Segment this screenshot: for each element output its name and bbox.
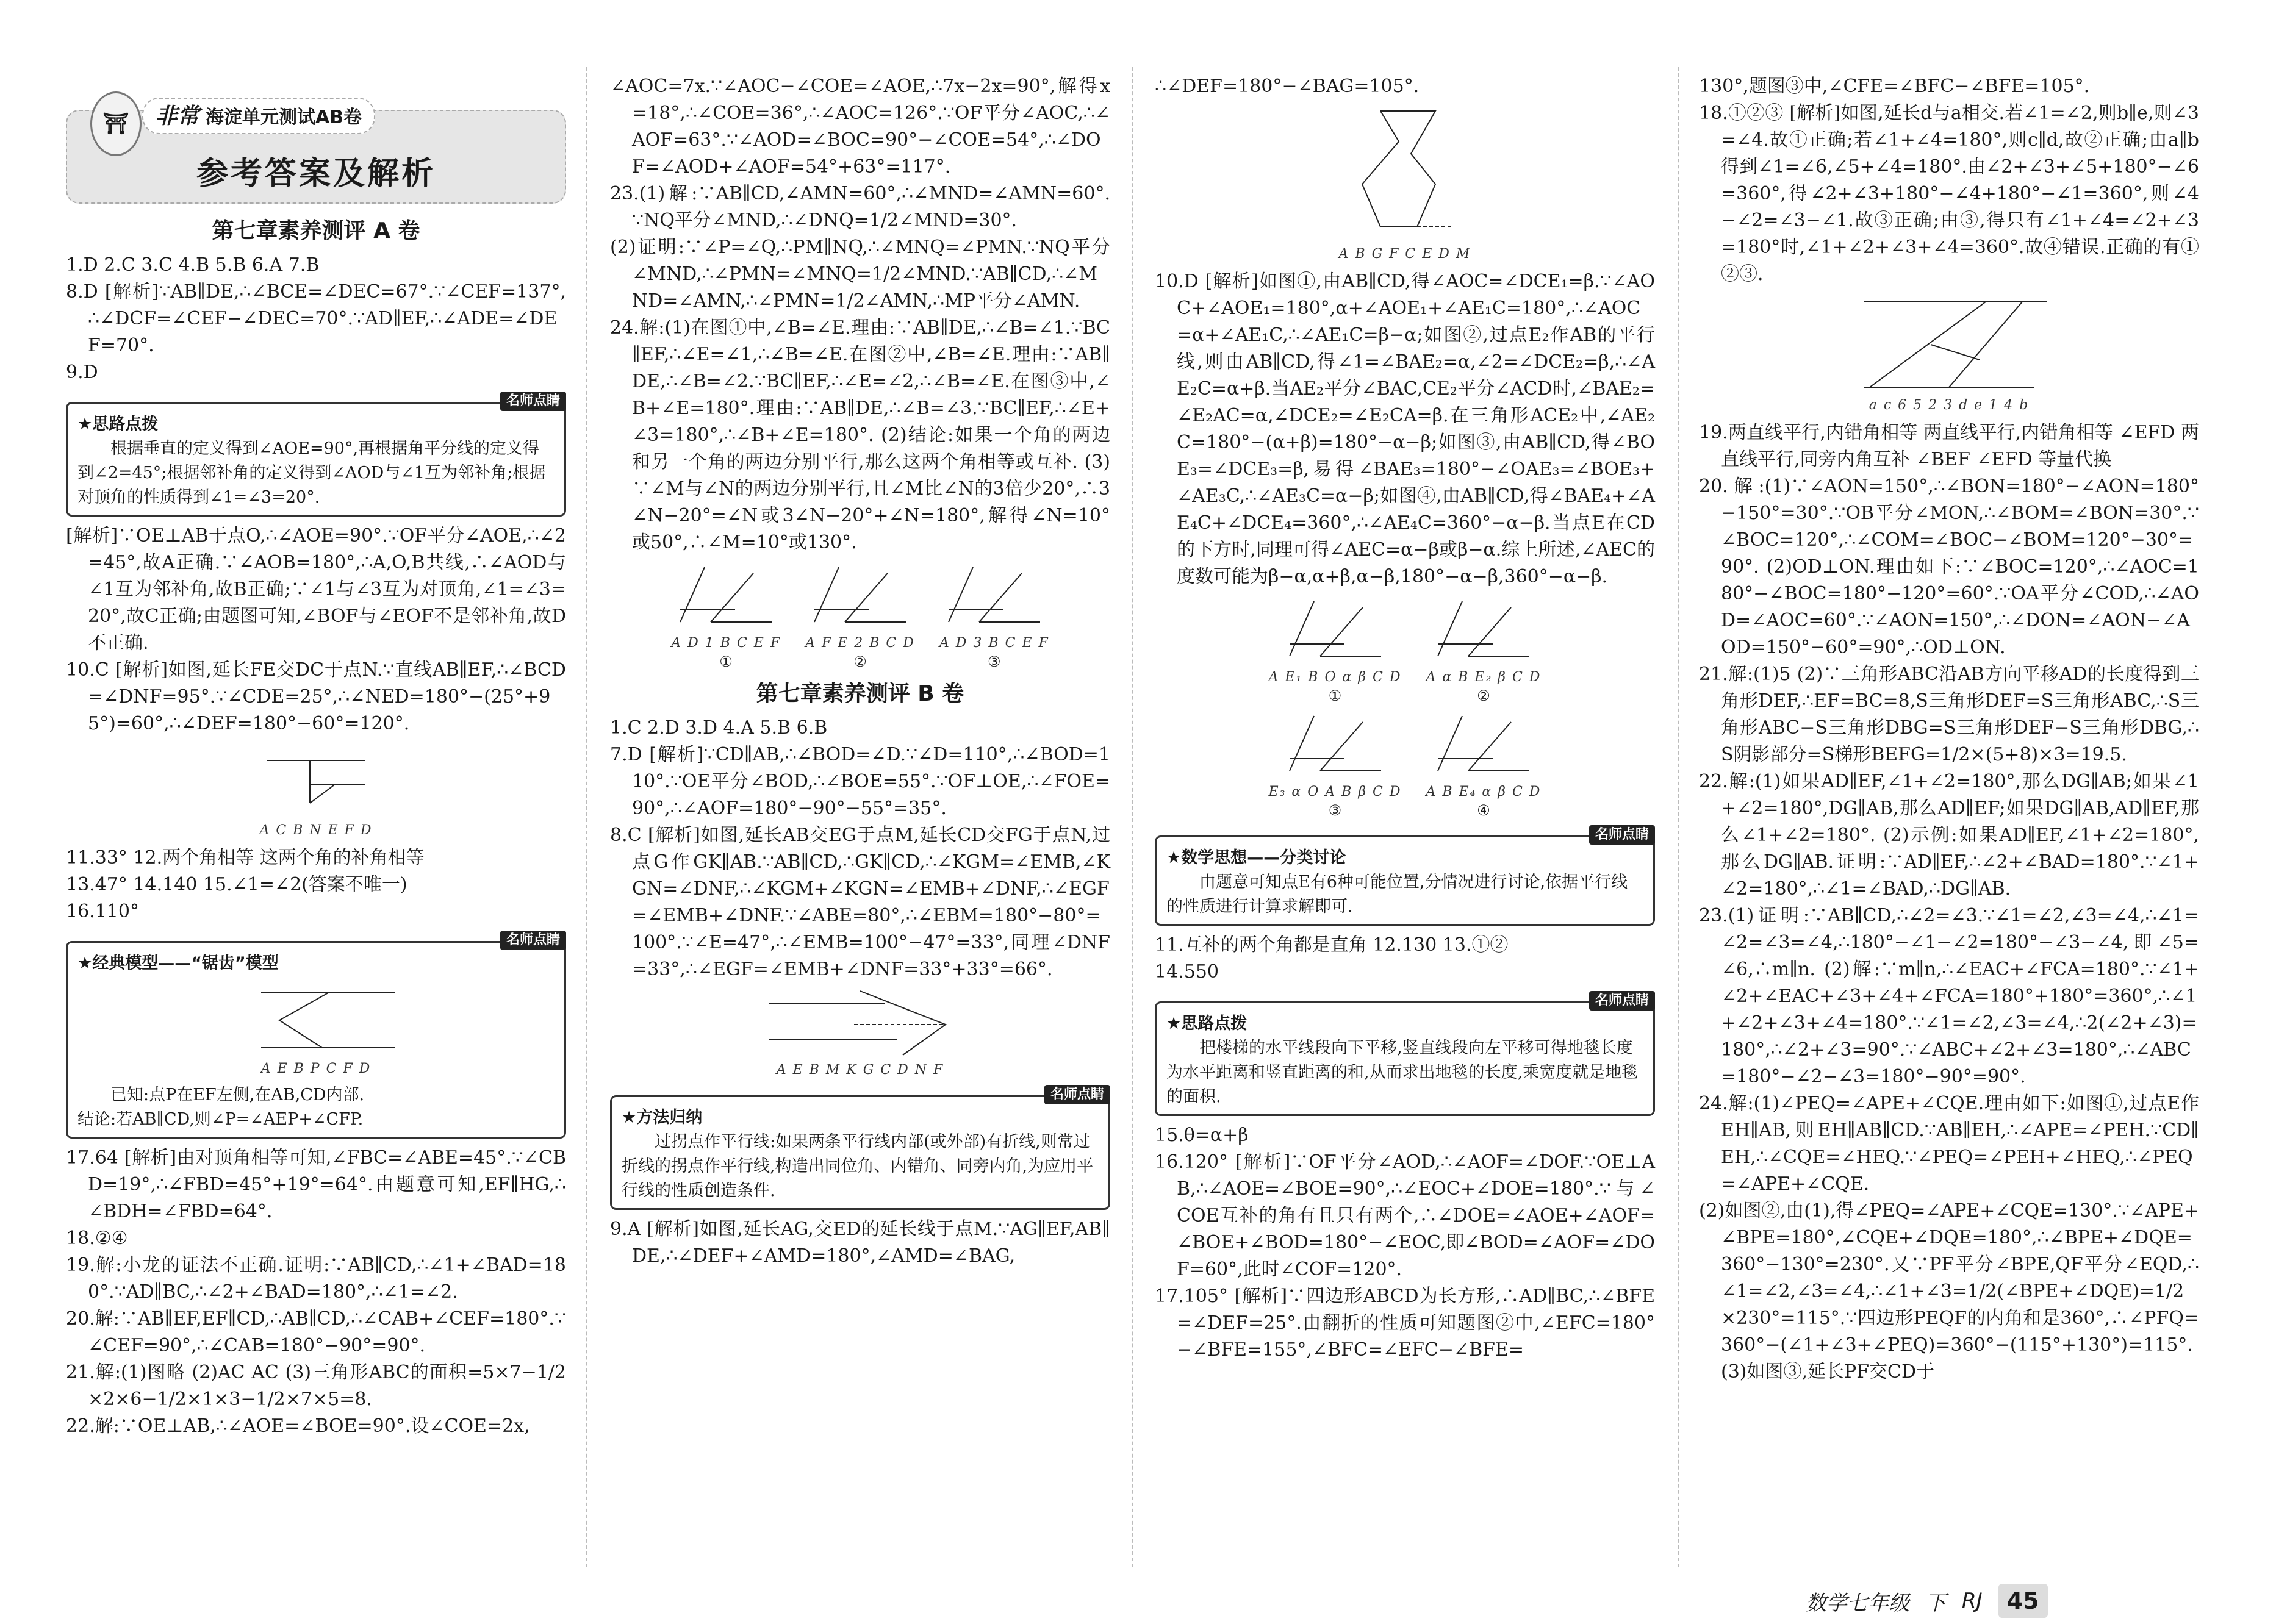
- tip-badge: 名师点睛: [1589, 825, 1655, 845]
- answer-paragraph: ∠AOC=7x.∵∠AOC−∠COE=∠AOE,∴7x−2x=90°,解得x=18°,∴∠COE=36°,∴∠AOC=126°.∵OF平分∠AOC,∴∠AOF=63°.∵∠AOD=∠BOC=90°−∠COE=54°,∴∠DOF=∠AOD+∠AOF=54°+63°=117°.: [610, 76, 1110, 177]
- answer-paragraph: 16.120° [解析]∵OF平分∠AOD,∴∠AOF=∠DOF.∵OE⊥AB,∴∠AOE=∠BOE=90°,∴∠EOC+∠DOE=180°.∵与∠COE互补的角有且只有两个,∴∠DOE=∠AOE+∠AOF=∠BOE+∠BOD=180°−∠EOC,即∠BOD=∠AOF=∠DOF=60°,此时∠COF=120°.: [1155, 1151, 1655, 1280]
- tip-title: ★数学思想——分类讨论: [1166, 848, 1346, 867]
- figure-labels: A E B P C F D: [260, 1061, 372, 1076]
- figure-caption: ①: [719, 653, 733, 670]
- figure-diagram: [805, 561, 915, 671]
- answer-paragraph: 14.550: [1155, 961, 1219, 982]
- figure-row: [1155, 105, 1655, 263]
- answer-paragraph: 19.解:小龙的证法不正确.证明:∵AB∥CD,∴∠1+∠BAD=180°.∵AD∥BC,∴∠2+∠BAD=180°,∴∠1=∠2.: [66, 1254, 566, 1303]
- tip-text: 过拐点作平行线:如果两条平行线内部(或外部)有折线,则常过折线的拐点作平行线,构造出同位角、内错角、同旁内角,为应用平行线的性质创造条件.: [622, 1132, 1094, 1200]
- answer-paragraph: (2)如图②,由(1),得∠PEQ=∠APE+∠CQE=130°.∵∠APE+∠BPE=180°,∠CQE+∠DQE=180°,∴∠BPE+∠DQE=360°−130°=230°.又∵PF平分∠BPE,QF平分∠EQD,∴∠1=∠2,∠3=∠4,∴∠1+∠3=1/2(∠BPE+∠DQE)=1/2×230°=115°.∵四边形PEQF的内角和是360°,∴∠PFQ=360°−(∠1+∠3+∠PEQ)=360°−(115°+130°)=115°. (3)如图③,延长PF交CD于: [1699, 1200, 2199, 1383]
- figure-diagram: [1269, 710, 1402, 820]
- figure-row: [66, 742, 566, 840]
- page-number: 45: [1998, 1584, 2048, 1618]
- column-divider: [586, 67, 587, 1567]
- series-name: [142, 98, 375, 134]
- geometry-diagram-svg: [1283, 595, 1387, 668]
- figure-row: [1155, 710, 1655, 820]
- answer-paragraph: 11.互补的两个角都是直角 12.130 13.①②: [1155, 934, 1509, 956]
- figure-diagram: [1269, 595, 1402, 705]
- tip-badge: 名师点睛: [500, 392, 566, 411]
- figure-caption: ④: [1477, 802, 1490, 819]
- figure-diagram: [671, 561, 781, 671]
- answer-paragraph: 24.解:(1)在图①中,∠B=∠E.理由:∵AB∥DE,∴∠B=∠1.∵BC∥EF,∴∠E=∠1,∴∠B=∠E.在图②中,∠B=∠E.理由:∵AB∥DE,∴∠B=∠2.∵BC∥EF,∴∠E=∠2,∴∠B=∠E.在图③中,∠B+∠E=180°.理由:∵AB∥DE,∴∠B=∠3.∵BC∥EF,∴∠E+∠3=180°,∴∠B+∠E=180°. (2)结论:如果一个角的两边和另一个角的两边分别平行,那么这两个角相等或互补. (3)∵∠M与∠N的两边分别平行,且∠M比∠N的3倍少20°,∴3∠N−20°=∠N或3∠N−20°+∠N=180°,解得∠N=10°或50°,∴∠M=10°或130°.: [610, 317, 1110, 553]
- figure-labels: a c 6 5 2 3 d e 1 4 b: [1869, 398, 2030, 413]
- figure-labels: A α B E₂ β C D: [1426, 670, 1542, 685]
- figure-caption: ②: [1477, 687, 1490, 704]
- figure-labels: A E B M K G C D N F: [776, 1062, 944, 1078]
- answer-paragraph: 1.C 2.D 3.D 4.A 5.B 6.B: [610, 717, 828, 739]
- figure-labels: A E₁ B O α β C D: [1268, 670, 1402, 685]
- tip-badge: 名师点睛: [500, 931, 566, 950]
- figure-row: [610, 988, 1110, 1079]
- answer-paragraph: 17.105° [解析]∵四边形ABCD为长方形,∴AD∥BC,∴∠BFE=∠DEF=25°.由翻折的性质可知题图②中,∠EFC=180°−∠BFE=155°,∠BFC=∠EFC−∠BFE=: [1155, 1286, 1655, 1361]
- column-divider: [1132, 67, 1133, 1567]
- figure-diagram: [1339, 105, 1471, 263]
- figure-labels: A D 1 B C E F: [671, 635, 781, 651]
- answer-column-2: [610, 73, 1110, 1270]
- column-divider: [1678, 67, 1679, 1567]
- figure-labels: A D 3 B C E F: [939, 635, 1049, 651]
- answer-paragraph: 20.解:(1)∵∠AON=150°,∴∠BON=180°−∠AON=180°−150°=30°.∵OB平分∠MON,∴∠BOM=∠BON=30°.∵∠BOC=120°,∴∠COM=∠BOC−∠BOM=120°−30°=90°. (2)OD⊥ON.理由如下:∵∠BOC=120°,∴∠AOC=180°−∠BOC=180°−120°=60°.∵OA平分∠COD,∴∠AOD=∠AOC=60°.∵∠AON=150°,∴∠DON=∠AON−∠AOD=150°−60°=90°,∴OD⊥ON.: [1699, 476, 2199, 658]
- tip-text: 把楼梯的水平线段向下平移,竖直线段向左平移可得地毯长度为水平距离和竖直距离的和,从而求出地毯的长度,乘宽度就是地毯的面积.: [1166, 1039, 1639, 1106]
- answer-paragraph: 23.(1)证明:∵AB∥CD,∴∠2=∠3.∵∠1=∠2,∠3=∠4,∴∠1=∠2=∠3=∠4,∴180°−∠1−∠2=180°−∠3−∠4,即∠5=∠6,∴m∥n. (2)解:∵m∥n,∴∠EAC+∠FCA=180°.∵∠1+∠2+∠EAC+∠3+∠4+∠FCA=180°+180°=360°,∴∠1+∠2+∠3+∠4=180°.∵∠1=∠2,∠3=∠4,∴2(∠2+∠3)=180°,∴∠2+∠3=90°.∵∠ABC+∠2+∠3=180°,∴∠ABC=180°−∠2−∠3=180°−90°=90°.: [1699, 905, 2199, 1087]
- section-heading: 第七章素养测评 A 卷: [212, 218, 420, 243]
- page-footer: [1806, 1583, 2048, 1619]
- figure-caption: ③: [1328, 802, 1342, 819]
- answer-column-1: [66, 210, 566, 1440]
- answer-paragraph: 15.θ=α+β: [1155, 1125, 1249, 1146]
- figure-labels: A C B N E F D: [259, 823, 373, 838]
- answer-paragraph: 21.解:(1)图略 (2)AC AC (3)三角形ABC的面积=5×7−1/2×2×6−1/2×1×3−1/2×7×5=8.: [66, 1362, 566, 1410]
- answer-paragraph: 10.D [解析]如图①,由AB∥CD,得∠AOC=∠DCE₁=β.∵∠AOC+∠AOE₁=180°,α+∠AOE₁+∠AE₁C=180°,∴∠AOC=α+∠AE₁C,∴∠AE₁C=β−α;如图②,过点E₂作AB的平行线,则由AB∥CD,得∠1=∠BAE₂=α,∠2=∠DCE₂=β,∴∠AE₂C=α+β.当AE₂平分∠BAC,CE₂平分∠ACD时,∠BAE₂=∠E₂AC=α,∠DCE₂=∠E₂CA=β.在三角形ACE₂中,∠AE₂C=180°−(α+β)=180°−α−β;如图③,由AB∥CD,得∠BOE₃=∠DCE₃=β,易得∠BAE₃=180°−∠OAE₃=∠BOE₃+∠AE₃C,∴∠AE₃C=α−β;如图④,由AB∥CD,得∠BAE₄+∠AE₄C+∠DCE₄=360°,∴∠AE₄C=360°−α−β.当点E在CD的下方时,同理可得∠AEC=α−β或β−α.综上所述,∠AEC的度数可能为β−α,α+β,α−β,180°−α−β,360°−α−β.: [1155, 271, 1655, 587]
- footer-edition: RJ: [1962, 1589, 1983, 1613]
- tip-text: 已知:点P在EF左侧,在AB,CD内部. 结论:若AB∥CD,则∠P=∠AEP+∠CFP.: [77, 1086, 365, 1129]
- answer-paragraph: 10.C [解析]如图,延长FE交DC于点N.∵直线AB∥EF,∴∠BCD=∠DNF=95°.∵∠CDE=25°,∴∠NED=180°−(25°+95°)=60°,∴∠DEF=180°−60°=120°.: [66, 659, 566, 734]
- geometry-diagram-svg: [763, 988, 958, 1061]
- tip-box: [66, 932, 566, 1139]
- tip-text: 由题意可知点E有6种可能位置,分情况进行讨论,依据平行线的性质进行计算求解即可.: [1166, 873, 1628, 916]
- figure-labels: A B G F C E D M: [1338, 246, 1471, 262]
- tip-box: [66, 393, 566, 517]
- figure-diagram: [939, 561, 1049, 671]
- tip-title: ★经典模型——“锯齿”模型: [77, 954, 279, 973]
- brand-name: 非常: [156, 103, 200, 129]
- figure-diagram: [763, 988, 958, 1079]
- answer-paragraph: 24.解:(1)∠PEQ=∠APE+∠CQE.理由如下:如图①,过点E作EH∥AB,则EH∥AB∥CD.∵AB∥EH,∴∠APE=∠PEH.∵CD∥EH,∴∠CQE=∠HEQ.∵∠PEQ=∠PEH+∠HEQ,∴∠PEQ=∠APE+∠CQE.: [1699, 1093, 2199, 1195]
- figure-diagram: [1839, 293, 2059, 415]
- figure-caption: ②: [853, 653, 867, 670]
- geometry-diagram-svg: [1432, 710, 1535, 783]
- figure-row: [1155, 595, 1655, 705]
- geometry-diagram-svg: [1432, 595, 1535, 668]
- answer-paragraph: 22.解:(1)如果AD∥EF,∠1+∠2=180°,那么DG∥AB;如果∠1+∠2=180°,DG∥AB,那么AD∥EF;如果DG∥AB,AD∥EF,那么∠1+∠2=180°. (2)示例:如果AD∥EF,∠1+∠2=180°,那么DG∥AB.证明:∵AD∥EF,∴∠2+∠BAD=180°.∵∠1+∠2=180°,∴∠1=∠BAD,∴DG∥AB.: [1699, 771, 2199, 900]
- figure-caption: ①: [1328, 687, 1342, 704]
- answer-column-3: [1155, 73, 1655, 1364]
- answer-paragraph: 13.47° 14.140 15.∠1=∠2(答案不唯一): [66, 874, 407, 895]
- answer-paragraph: 23.(1)解:∵AB∥CD,∠AMN=60°,∴∠MND=∠AMN=60°.∵NQ平分∠MND,∴∠DNQ=1/2∠MND=30°.: [610, 183, 1110, 231]
- tip-badge: 名师点睛: [1589, 991, 1655, 1011]
- answer-paragraph: (2)证明:∵∠P=∠Q,∴PM∥NQ,∴∠MNQ=∠PMN.∵NQ平分∠MND,∴∠PMN=∠MNQ=1/2∠MND.∵AB∥CD,∴∠MND=∠AMN,∴∠PMN=1/2∠AMN,∴MP平分∠AMN.: [610, 237, 1110, 312]
- series-label: 海淀单元测试AB卷: [206, 107, 362, 128]
- geometry-diagram-svg: [942, 561, 1046, 634]
- answer-paragraph: 21.解:(1)5 (2)∵三角形ABC沿AB方向平移AD的长度得到三角形DEF,∴EF=BC=8,S三角形DEF=S三角形ABC,∴S三角形ABC−S三角形DBG=S三角形DEF−S三角形DBG,∴S阴影部分=S梯形BEFG=1/2×(5+8)×3=19.5.: [1699, 664, 2199, 765]
- answer-paragraph: 11.33° 12.两个角相等 这两个角的补角相等: [66, 847, 425, 868]
- tip-title: ★思路点拨: [1166, 1014, 1247, 1033]
- model-figure: [77, 981, 555, 1078]
- footer-subject: 数学七年级: [1806, 1590, 1909, 1615]
- section-heading: 第七章素养测评 B 卷: [756, 681, 964, 706]
- answer-column-4: [1699, 73, 2199, 1386]
- answer-paragraph: 19.两直线平行,内错角相等 两直线平行,内错角相等 ∠EFD 两直线平行,同旁内角互补 ∠BEF ∠EFD 等量代换: [1699, 422, 2199, 470]
- page-header: [66, 91, 566, 201]
- page-title: 参考答案及解析: [196, 156, 436, 192]
- answer-paragraph: 18.②④: [66, 1228, 128, 1249]
- answer-paragraph: 9.A [解析]如图,延长AG,交ED的延长线于点M.∵AG∥EF,AB∥DE,∴∠DEF+∠AMD=180°,∠AMD=∠BAG,: [610, 1218, 1110, 1267]
- footer-term: 下: [1925, 1590, 1946, 1615]
- tip-box: [1155, 827, 1655, 926]
- answer-paragraph: [解析]∵OE⊥AB于点O,∴∠AOE=90°.∵OF平分∠AOE,∴∠2=45°,故A正确.∵∠AOB=180°,∴A,O,B共线,∴∠AOD与∠1互为邻补角,故B正确;∵∠1与∠3互为对顶角,∠1=∠3=20°,故C正确;由题图可知,∠BOF与∠EOF不是邻补角,故D不正确.: [66, 525, 566, 654]
- answer-paragraph: 17.64 [解析]由对顶角相等可知,∠FBC=∠ABE=45°.∵∠CBD=19°,∴∠FBD=45°+19°=64°.由题意可知,EF∥HG,∴∠BDH=∠FBD=64°.: [66, 1147, 566, 1222]
- figure-labels: A B E₄ α β C D: [1426, 784, 1542, 799]
- figure-labels: E₃ α O A B β C D: [1268, 784, 1402, 799]
- tip-title: ★方法归纳: [622, 1108, 703, 1127]
- figure-labels: A F E 2 B C D: [805, 635, 915, 651]
- tip-text: 根据垂直的定义得到∠AOE=90°,再根据角平分线的定义得到∠2=45°;根据邻补角的定义得到∠AOD与∠1互为邻补角;根据对顶角的性质得到∠1=∠3=20°.: [77, 439, 546, 507]
- figure-row: [1699, 293, 2199, 415]
- tip-box: [610, 1087, 1110, 1210]
- geometry-diagram-svg: [674, 561, 778, 634]
- figure-diagram: [1426, 710, 1542, 820]
- answer-paragraph: 16.110°: [66, 901, 139, 922]
- tip-title: ★思路点拨: [77, 415, 159, 434]
- geometry-diagram-svg: [224, 981, 407, 1060]
- tip-badge: 名师点睛: [1044, 1085, 1110, 1104]
- geometry-diagram-svg: [1344, 105, 1466, 245]
- answer-paragraph: 8.C [解析]如图,延长AB交EG于点M,延长CD交FG于点N,过点G作GK∥AB.∵AB∥CD,∴GK∥CD,∴∠KGM=∠EMB,∠KGN=∠DNF,∴∠KGM+∠KGN=∠EMB+∠DNF,∴∠EGF=∠EMB+∠DNF.∵∠ABE=80°,∴∠EBM=180°−80°=100°.∵∠E=47°,∴∠EMB=100°−47°=33°,同理∠DNF=33°,∴∠EGF=∠EMB+∠DNF=33°+33°=66°.: [610, 825, 1110, 980]
- figure-diagram: [1426, 595, 1542, 705]
- answer-paragraph: 1.D 2.C 3.C 4.B 5.B 6.A 7.B: [66, 254, 320, 276]
- answer-paragraph: ∴∠DEF=180°−∠BAG=105°.: [1155, 76, 1420, 97]
- figure-caption: ③: [988, 653, 1001, 670]
- answer-paragraph: 20.解:∵AB∥EF,EF∥CD,∴AB∥CD,∴∠CAB+∠CEF=180°.∵∠CEF=90°,∴∠CAB=180°−90°=90°.: [66, 1308, 566, 1356]
- answer-paragraph: 130°,题图③中,∠CFE=∠BFC−∠BFE=105°.: [1699, 76, 2090, 97]
- answer-paragraph: 9.D: [66, 362, 98, 383]
- figure-diagram: [224, 981, 407, 1078]
- geometry-diagram-svg: [808, 561, 912, 634]
- geometry-diagram-svg: [1283, 710, 1387, 783]
- geometry-diagram-svg: [1839, 293, 2059, 396]
- tip-box: [1155, 993, 1655, 1116]
- answer-paragraph: 8.D [解析]∵AB∥DE,∴∠BCE=∠DEC=67°.∵∠CEF=137°,∴∠DCF=∠CEF−∠DEC=70°.∵AD∥EF,∴∠ADE=∠DEF=70°.: [66, 281, 566, 356]
- answer-paragraph: 7.D [解析]∵CD∥AB,∴∠BOD=∠D.∵∠D=110°,∴∠BOD=110°.∵OE平分∠BOD,∴∠BOE=55°.∵OF⊥OE,∴∠FOE=90°,∴∠AOF=180°−90°−55°=35°.: [610, 744, 1110, 819]
- answer-paragraph: 18.①②③ [解析]如图,延长d与a相交.若∠1=∠2,则b∥e,则∠3=∠4.故①正确;若∠1+∠4=180°,则c∥d,故②正确;由a∥b得到∠1=∠6,∠5+∠4=180°.由∠2+∠3+∠5+180°−∠6=360°,得∠2+∠3+180°−∠4+180°−∠1=360°,则∠4−∠2=∠3−∠1.故③正确;由③,得只有∠1+∠4=∠2+∠3=180°时,∠1+∠2+∠3+∠4=360°.故④错误.正确的有①②③.: [1699, 102, 2199, 285]
- publisher-logo: ⛩: [90, 91, 142, 156]
- geometry-diagram-svg: [255, 742, 377, 821]
- figure-row: [610, 561, 1110, 671]
- answer-paragraph: 22.解:∵OE⊥AB,∴∠AOE=∠BOE=90°.设∠COE=2x,: [66, 1415, 530, 1437]
- figure-diagram: [255, 742, 377, 840]
